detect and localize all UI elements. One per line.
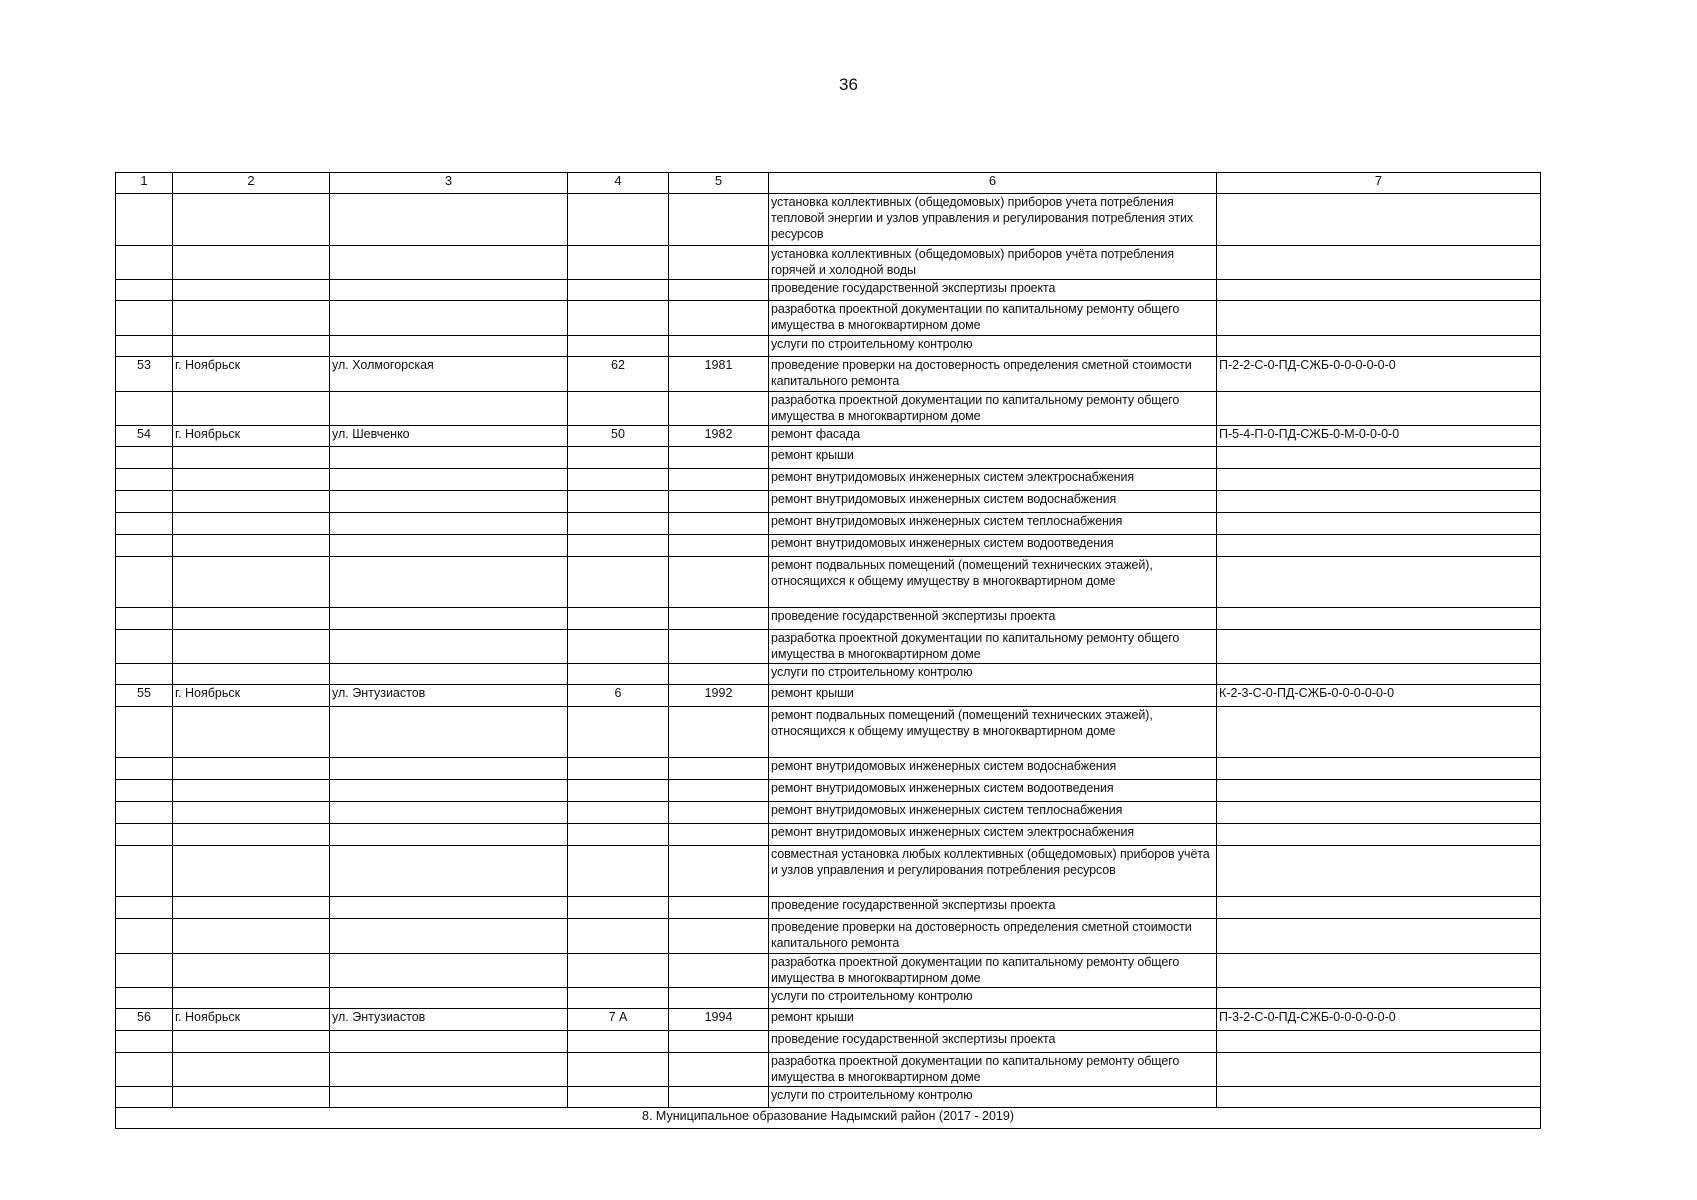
house-number-cell: 7 А: [568, 1009, 669, 1031]
table-row: [116, 301, 1541, 336]
street-cell: [330, 447, 568, 469]
work-type-cell: разработка проектной документации по капитальному ремонту общего имущества в многоквартирном доме: [769, 954, 1217, 988]
house-number-cell: [568, 664, 669, 685]
row-number-cell: [116, 557, 173, 608]
street-cell: ул. Шевченко: [330, 426, 568, 447]
house-code-cell: К-2-3-С-0-ПД-СЖБ-0-0-0-0-0-0: [1217, 685, 1541, 707]
table-row: [116, 630, 1541, 664]
row-number-cell: 53: [116, 357, 173, 392]
header-cell-4: 4: [568, 173, 669, 194]
house-number-cell: [568, 988, 669, 1009]
work-type-cell: проведение государственной экспертизы проекта: [769, 1031, 1217, 1053]
row-number-cell: [116, 1053, 173, 1087]
table-row: [116, 664, 1541, 685]
city-cell: [173, 336, 330, 357]
city-cell: [173, 608, 330, 630]
work-type-cell: разработка проектной документации по капитальному ремонту общего имущества в многоквартирном доме: [769, 1053, 1217, 1087]
city-cell: [173, 630, 330, 664]
year-built-cell: [669, 758, 769, 780]
table-row: [116, 988, 1541, 1009]
city-cell: г. Ноябрьск: [173, 357, 330, 392]
capital-repair-table: [115, 172, 1541, 1129]
table-row: [116, 246, 1541, 280]
row-number-cell: 54: [116, 426, 173, 447]
row-number-cell: [116, 707, 173, 758]
street-cell: [330, 280, 568, 301]
street-cell: [330, 1031, 568, 1053]
house-code-cell: [1217, 469, 1541, 491]
city-cell: [173, 280, 330, 301]
house-number-cell: [568, 336, 669, 357]
city-cell: г. Ноябрьск: [173, 1009, 330, 1031]
house-number-cell: [568, 1087, 669, 1108]
row-number-cell: [116, 802, 173, 824]
year-built-cell: [669, 1031, 769, 1053]
work-type-cell: проведение проверки на достоверность определения сметной стоимости капитального ремонта: [769, 357, 1217, 392]
year-built-cell: [669, 846, 769, 897]
house-number-cell: 6: [568, 685, 669, 707]
city-cell: [173, 919, 330, 954]
row-number-cell: [116, 392, 173, 426]
header-cell-3: 3: [330, 173, 568, 194]
year-built-cell: [669, 780, 769, 802]
page-number: 36: [839, 75, 858, 94]
city-cell: [173, 535, 330, 557]
table-row: [116, 392, 1541, 426]
city-cell: [173, 1087, 330, 1108]
header-cell-7: 7: [1217, 173, 1541, 194]
work-type-cell: установка коллективных (общедомовых) приборов учета потребления тепловой энергии и узлов управления и регулирования потребления этих ресурсов: [769, 194, 1217, 246]
street-cell: ул. Энтузиастов: [330, 685, 568, 707]
year-built-cell: [669, 194, 769, 246]
street-cell: [330, 246, 568, 280]
work-type-cell: ремонт внутридомовых инженерных систем водоотведения: [769, 780, 1217, 802]
table-row: [116, 426, 1541, 447]
header-cell-2: 2: [173, 173, 330, 194]
street-cell: [330, 897, 568, 919]
street-cell: [330, 513, 568, 535]
row-number-cell: [116, 608, 173, 630]
row-number-cell: [116, 758, 173, 780]
house-code-cell: [1217, 280, 1541, 301]
house-number-cell: [568, 824, 669, 846]
work-type-cell: проведение государственной экспертизы проекта: [769, 280, 1217, 301]
section-title: 8. Муниципальное образование Надымский район (2017 - 2019): [116, 1108, 1541, 1129]
header-cell-1: 1: [116, 173, 173, 194]
house-code-cell: [1217, 392, 1541, 426]
house-code-cell: [1217, 630, 1541, 664]
table-row: [116, 685, 1541, 707]
year-built-cell: [669, 988, 769, 1009]
row-number-cell: [116, 194, 173, 246]
row-number-cell: [116, 988, 173, 1009]
house-code-cell: [1217, 780, 1541, 802]
house-code-cell: [1217, 491, 1541, 513]
house-code-cell: [1217, 535, 1541, 557]
year-built-cell: [669, 897, 769, 919]
house-number-cell: [568, 707, 669, 758]
work-type-cell: разработка проектной документации по капитальному ремонту общего имущества в многоквартирном доме: [769, 392, 1217, 426]
city-cell: [173, 846, 330, 897]
row-number-cell: [116, 301, 173, 336]
year-built-cell: [669, 1053, 769, 1087]
row-number-cell: [116, 246, 173, 280]
year-built-cell: [669, 280, 769, 301]
work-type-cell: ремонт внутридомовых инженерных систем водоотведения: [769, 535, 1217, 557]
work-type-cell: ремонт внутридомовых инженерных систем водоснабжения: [769, 491, 1217, 513]
city-cell: [173, 1053, 330, 1087]
house-number-cell: [568, 194, 669, 246]
work-type-cell: установка коллективных (общедомовых) приборов учёта потребления горячей и холодной воды: [769, 246, 1217, 280]
street-cell: [330, 1087, 568, 1108]
street-cell: [330, 707, 568, 758]
year-built-cell: [669, 954, 769, 988]
street-cell: [330, 392, 568, 426]
year-built-cell: [669, 1087, 769, 1108]
work-type-cell: ремонт подвальных помещений (помещений технических этажей), относящихся к общему имуществу в многоквартирном доме: [769, 707, 1217, 758]
house-code-cell: [1217, 608, 1541, 630]
row-number-cell: [116, 824, 173, 846]
street-cell: [330, 535, 568, 557]
work-type-cell: ремонт крыши: [769, 1009, 1217, 1031]
header-cell-5: 5: [669, 173, 769, 194]
table-row: [116, 513, 1541, 535]
work-type-cell: ремонт внутридомовых инженерных систем электроснабжения: [769, 469, 1217, 491]
house-code-cell: [1217, 707, 1541, 758]
street-cell: [330, 608, 568, 630]
year-built-cell: 1982: [669, 426, 769, 447]
street-cell: [330, 336, 568, 357]
table-row: [116, 802, 1541, 824]
table-row: [116, 557, 1541, 608]
city-cell: [173, 780, 330, 802]
street-cell: [330, 301, 568, 336]
year-built-cell: [669, 246, 769, 280]
house-number-cell: [568, 608, 669, 630]
year-built-cell: [669, 491, 769, 513]
house-code-cell: [1217, 846, 1541, 897]
table-row: [116, 1031, 1541, 1053]
house-code-cell: П-2-2-С-0-ПД-СЖБ-0-0-0-0-0-0: [1217, 357, 1541, 392]
street-cell: ул. Энтузиастов: [330, 1009, 568, 1031]
row-number-cell: [116, 780, 173, 802]
year-built-cell: [669, 919, 769, 954]
house-code-cell: [1217, 301, 1541, 336]
street-cell: [330, 919, 568, 954]
house-number-cell: [568, 246, 669, 280]
city-cell: [173, 802, 330, 824]
row-number-cell: [116, 535, 173, 557]
row-number-cell: 56: [116, 1009, 173, 1031]
table-header-row: [116, 173, 1541, 194]
house-number-cell: [568, 802, 669, 824]
year-built-cell: [669, 469, 769, 491]
year-built-cell: [669, 664, 769, 685]
street-cell: [330, 469, 568, 491]
house-code-cell: [1217, 557, 1541, 608]
house-code-cell: [1217, 1031, 1541, 1053]
year-built-cell: [669, 301, 769, 336]
house-number-cell: 50: [568, 426, 669, 447]
house-number-cell: [568, 919, 669, 954]
city-cell: [173, 392, 330, 426]
table-row: [116, 1087, 1541, 1108]
table-row: [116, 758, 1541, 780]
street-cell: [330, 988, 568, 1009]
city-cell: [173, 194, 330, 246]
work-type-cell: ремонт подвальных помещений (помещений технических этажей), относящихся к общему имуществу в многоквартирном доме: [769, 557, 1217, 608]
work-type-cell: услуги по строительному контролю: [769, 988, 1217, 1009]
table-row: [116, 280, 1541, 301]
city-cell: г. Ноябрьск: [173, 685, 330, 707]
house-number-cell: [568, 1053, 669, 1087]
house-number-cell: [568, 513, 669, 535]
house-code-cell: [1217, 513, 1541, 535]
work-type-cell: услуги по строительному контролю: [769, 1087, 1217, 1108]
table-row: [116, 469, 1541, 491]
row-number-cell: [116, 630, 173, 664]
city-cell: [173, 513, 330, 535]
work-type-cell: ремонт внутридомовых инженерных систем теплоснабжения: [769, 802, 1217, 824]
year-built-cell: 1992: [669, 685, 769, 707]
house-number-cell: [568, 301, 669, 336]
table-row: [116, 357, 1541, 392]
street-cell: [330, 954, 568, 988]
house-number-cell: [568, 447, 669, 469]
row-number-cell: [116, 336, 173, 357]
city-cell: [173, 758, 330, 780]
city-cell: [173, 557, 330, 608]
street-cell: [330, 630, 568, 664]
house-code-cell: [1217, 758, 1541, 780]
city-cell: [173, 246, 330, 280]
work-type-cell: услуги по строительному контролю: [769, 336, 1217, 357]
year-built-cell: 1994: [669, 1009, 769, 1031]
street-cell: [330, 557, 568, 608]
table-row: [116, 954, 1541, 988]
street-cell: [330, 780, 568, 802]
house-number-cell: [568, 392, 669, 426]
row-number-cell: [116, 919, 173, 954]
year-built-cell: [669, 392, 769, 426]
house-code-cell: [1217, 1087, 1541, 1108]
street-cell: [330, 802, 568, 824]
city-cell: [173, 954, 330, 988]
street-cell: ул. Холмогорская: [330, 357, 568, 392]
table-row: [116, 824, 1541, 846]
city-cell: [173, 707, 330, 758]
row-number-cell: 55: [116, 685, 173, 707]
year-built-cell: [669, 707, 769, 758]
section-footer-row: [116, 1108, 1541, 1129]
house-code-cell: П-3-2-С-0-ПД-СЖБ-0-0-0-0-0-0: [1217, 1009, 1541, 1031]
house-number-cell: 62: [568, 357, 669, 392]
house-number-cell: [568, 780, 669, 802]
table-row: [116, 1053, 1541, 1087]
street-cell: [330, 1053, 568, 1087]
work-type-cell: ремонт внутридомовых инженерных систем теплоснабжения: [769, 513, 1217, 535]
table-row: [116, 608, 1541, 630]
city-cell: [173, 1031, 330, 1053]
work-type-cell: совместная установка любых коллективных (общедомовых) приборов учёта и узлов управления и регулирования потребления ресурсов: [769, 846, 1217, 897]
house-code-cell: [1217, 194, 1541, 246]
house-code-cell: [1217, 919, 1541, 954]
header-cell-6: 6: [769, 173, 1217, 194]
year-built-cell: 1981: [669, 357, 769, 392]
street-cell: [330, 758, 568, 780]
year-built-cell: [669, 513, 769, 535]
row-number-cell: [116, 513, 173, 535]
street-cell: [330, 491, 568, 513]
city-cell: [173, 988, 330, 1009]
row-number-cell: [116, 1031, 173, 1053]
table-row: [116, 846, 1541, 897]
house-number-cell: [568, 954, 669, 988]
table-row: [116, 1009, 1541, 1031]
house-number-cell: [568, 535, 669, 557]
row-number-cell: [116, 280, 173, 301]
house-code-cell: [1217, 664, 1541, 685]
street-cell: [330, 664, 568, 685]
year-built-cell: [669, 336, 769, 357]
table-row: [116, 194, 1541, 246]
row-number-cell: [116, 469, 173, 491]
house-code-cell: П-5-4-П-0-ПД-СЖБ-0-М-0-0-0-0: [1217, 426, 1541, 447]
city-cell: [173, 469, 330, 491]
work-type-cell: проведение проверки на достоверность определения сметной стоимости капитального ремонта: [769, 919, 1217, 954]
work-type-cell: ремонт фасада: [769, 426, 1217, 447]
row-number-cell: [116, 447, 173, 469]
row-number-cell: [116, 664, 173, 685]
work-type-cell: проведение государственной экспертизы проекта: [769, 897, 1217, 919]
year-built-cell: [669, 535, 769, 557]
house-code-cell: [1217, 988, 1541, 1009]
work-type-cell: ремонт крыши: [769, 685, 1217, 707]
house-code-cell: [1217, 246, 1541, 280]
street-cell: [330, 194, 568, 246]
work-type-cell: услуги по строительному контролю: [769, 664, 1217, 685]
house-code-cell: [1217, 336, 1541, 357]
house-number-cell: [568, 1031, 669, 1053]
year-built-cell: [669, 802, 769, 824]
house-code-cell: [1217, 802, 1541, 824]
house-number-cell: [568, 630, 669, 664]
city-cell: [173, 301, 330, 336]
row-number-cell: [116, 1087, 173, 1108]
table-row: [116, 919, 1541, 954]
house-code-cell: [1217, 447, 1541, 469]
year-built-cell: [669, 557, 769, 608]
work-type-cell: разработка проектной документации по капитальному ремонту общего имущества в многоквартирном доме: [769, 301, 1217, 336]
work-type-cell: ремонт внутридомовых инженерных систем водоснабжения: [769, 758, 1217, 780]
city-cell: [173, 824, 330, 846]
house-code-cell: [1217, 1053, 1541, 1087]
house-code-cell: [1217, 897, 1541, 919]
house-number-cell: [568, 897, 669, 919]
house-code-cell: [1217, 824, 1541, 846]
table-row: [116, 535, 1541, 557]
house-number-cell: [568, 469, 669, 491]
city-cell: [173, 664, 330, 685]
city-cell: [173, 491, 330, 513]
house-number-cell: [568, 758, 669, 780]
house-number-cell: [568, 491, 669, 513]
year-built-cell: [669, 447, 769, 469]
year-built-cell: [669, 824, 769, 846]
table-row: [116, 336, 1541, 357]
year-built-cell: [669, 608, 769, 630]
house-code-cell: [1217, 954, 1541, 988]
row-number-cell: [116, 846, 173, 897]
city-cell: г. Ноябрьск: [173, 426, 330, 447]
row-number-cell: [116, 897, 173, 919]
table-row: [116, 707, 1541, 758]
row-number-cell: [116, 491, 173, 513]
house-number-cell: [568, 846, 669, 897]
work-type-cell: разработка проектной документации по капитальному ремонту общего имущества в многоквартирном доме: [769, 630, 1217, 664]
row-number-cell: [116, 954, 173, 988]
table-row: [116, 780, 1541, 802]
house-number-cell: [568, 280, 669, 301]
city-cell: [173, 447, 330, 469]
table-row: [116, 447, 1541, 469]
work-type-cell: проведение государственной экспертизы проекта: [769, 608, 1217, 630]
work-type-cell: ремонт крыши: [769, 447, 1217, 469]
street-cell: [330, 846, 568, 897]
work-type-cell: ремонт внутридомовых инженерных систем электроснабжения: [769, 824, 1217, 846]
street-cell: [330, 824, 568, 846]
year-built-cell: [669, 630, 769, 664]
house-number-cell: [568, 557, 669, 608]
table-row: [116, 897, 1541, 919]
city-cell: [173, 897, 330, 919]
table-row: [116, 491, 1541, 513]
